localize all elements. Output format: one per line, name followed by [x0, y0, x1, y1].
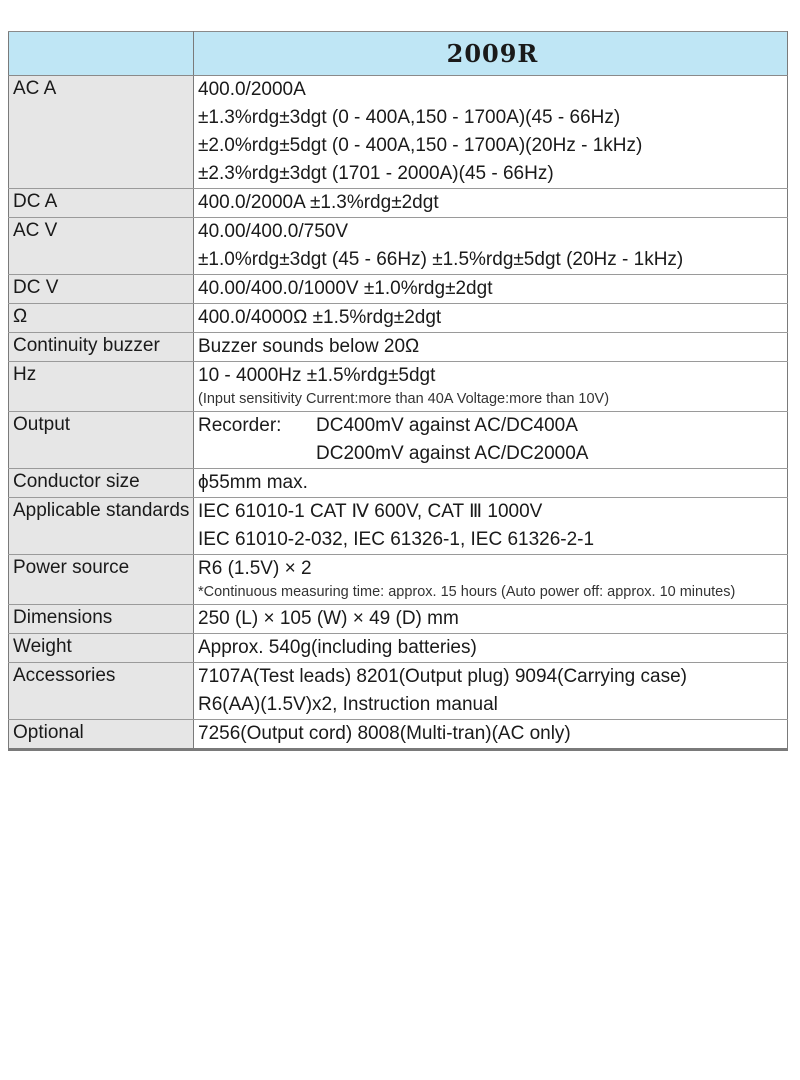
spec-value	[194, 304, 788, 333]
spec-row-accessories	[9, 663, 788, 720]
spec-row-dc-a	[9, 189, 788, 218]
spec-value-text: DC400mV against AC/DC400A	[316, 415, 578, 436]
spec-row-dimensions	[9, 605, 788, 634]
spec-row-continuity-buzzer	[9, 333, 788, 362]
model-title: 2009R	[446, 39, 539, 68]
spec-value	[194, 362, 788, 412]
spec-value-line: 400.0/2000A	[198, 79, 306, 100]
spec-row-ac-a	[9, 76, 788, 189]
spec-value-line: IEC 61010-1 CAT Ⅳ 600V, CAT Ⅲ 1000V	[198, 501, 543, 522]
spec-label: Conductor size	[9, 469, 194, 498]
spec-label: Continuity buzzer	[9, 333, 194, 362]
spec-value	[194, 189, 788, 218]
spec-label: Power source	[9, 555, 194, 605]
spec-row-applicable-standards	[9, 498, 788, 555]
spec-value-line: Buzzer sounds below 20Ω	[198, 336, 420, 357]
spec-label: Accessories	[9, 663, 194, 720]
spec-value-line: ±1.0%rdg±3dgt (45 - 66Hz) ±1.5%rdg±5dgt (20Hz - 1kHz)	[198, 249, 684, 270]
spec-label: DC V	[9, 275, 194, 304]
spec-value-line: ϕ55mm max.	[198, 472, 308, 493]
spec-row-dc-v	[9, 275, 788, 304]
spec-label: Hz	[9, 362, 194, 412]
spec-value-line: ±1.3%rdg±3dgt (0 - 400A,150 - 1700A)(45 - 66Hz)	[198, 107, 621, 128]
spec-value-line: IEC 61010-2-032, IEC 61326-1, IEC 61326-2-1	[198, 529, 595, 550]
spec-value-line: 40.00/400.0/1000V ±1.0%rdg±2dgt	[198, 278, 493, 299]
spec-value	[194, 498, 788, 555]
spec-row-ac-v	[9, 218, 788, 275]
spec-value	[194, 720, 788, 750]
spec-value-line: 10 - 4000Hz ±1.5%rdg±5dgt	[198, 365, 436, 386]
spec-value	[194, 333, 788, 362]
spec-row-weight	[9, 634, 788, 663]
spec-label: Dimensions	[9, 605, 194, 634]
spec-value-line: 400.0/2000A ±1.3%rdg±2dgt	[198, 192, 439, 213]
spec-value	[194, 469, 788, 498]
spec-value-line: Approx. 540g(including batteries)	[198, 637, 477, 658]
spec-value	[194, 634, 788, 663]
spec-value-line: R6(AA)(1.5V)x2, Instruction manual	[198, 694, 498, 715]
spec-value	[194, 605, 788, 634]
spec-row-conductor-size	[9, 469, 788, 498]
spec-row-optional	[9, 720, 788, 750]
spec-value	[194, 218, 788, 275]
spec-label: Ω	[9, 304, 194, 333]
spec-row-output	[9, 412, 788, 469]
spec-note: *Continuous measuring time: approx. 15 hours (Auto power off: approx. 10 minutes)	[198, 584, 736, 600]
spec-label: Output	[9, 412, 194, 469]
spec-value	[194, 76, 788, 189]
spec-value	[194, 275, 788, 304]
spec-label: Optional	[9, 720, 194, 750]
spec-row-resistance	[9, 304, 788, 333]
spec-value-line: ±2.0%rdg±5dgt (0 - 400A,150 - 1700A)(20Hz - 1kHz)	[198, 135, 643, 156]
spec-table	[8, 31, 788, 751]
header-empty-cell	[9, 32, 194, 76]
spec-value	[194, 555, 788, 605]
spec-note: (Input sensitivity Current:more than 40A Voltage:more than 10V)	[198, 391, 610, 407]
header-model-cell	[194, 32, 788, 76]
spec-value-line: R6 (1.5V) × 2	[198, 558, 312, 579]
recorder-label: Recorder:	[198, 415, 282, 436]
spec-value-line: 40.00/400.0/750V	[198, 221, 349, 242]
spec-value	[194, 663, 788, 720]
spec-value-line: 250 (L) × 105 (W) × 49 (D) mm	[198, 608, 459, 629]
spec-label: Applicable standards	[9, 498, 194, 555]
spec-label: DC A	[9, 189, 194, 218]
spec-label: AC V	[9, 218, 194, 275]
spec-value	[194, 412, 788, 469]
spec-label: Weight	[9, 634, 194, 663]
spec-value-line: 7107A(Test leads) 8201(Output plug) 9094(Carrying case)	[198, 666, 687, 687]
spec-value-line: DC200mV against AC/DC2000A	[316, 443, 589, 464]
spec-value-line: 7256(Output cord) 8008(Multi-tran)(AC only)	[198, 723, 571, 744]
spec-row-hz	[9, 362, 788, 412]
spec-value-line	[198, 412, 787, 440]
table-header-row	[9, 32, 788, 76]
spec-value-line: ±2.3%rdg±3dgt (1701 - 2000A)(45 - 66Hz)	[198, 163, 554, 184]
spec-label: AC A	[9, 76, 194, 189]
spec-value-line: 400.0/4000Ω ±1.5%rdg±2dgt	[198, 307, 442, 328]
spec-row-power-source	[9, 555, 788, 605]
